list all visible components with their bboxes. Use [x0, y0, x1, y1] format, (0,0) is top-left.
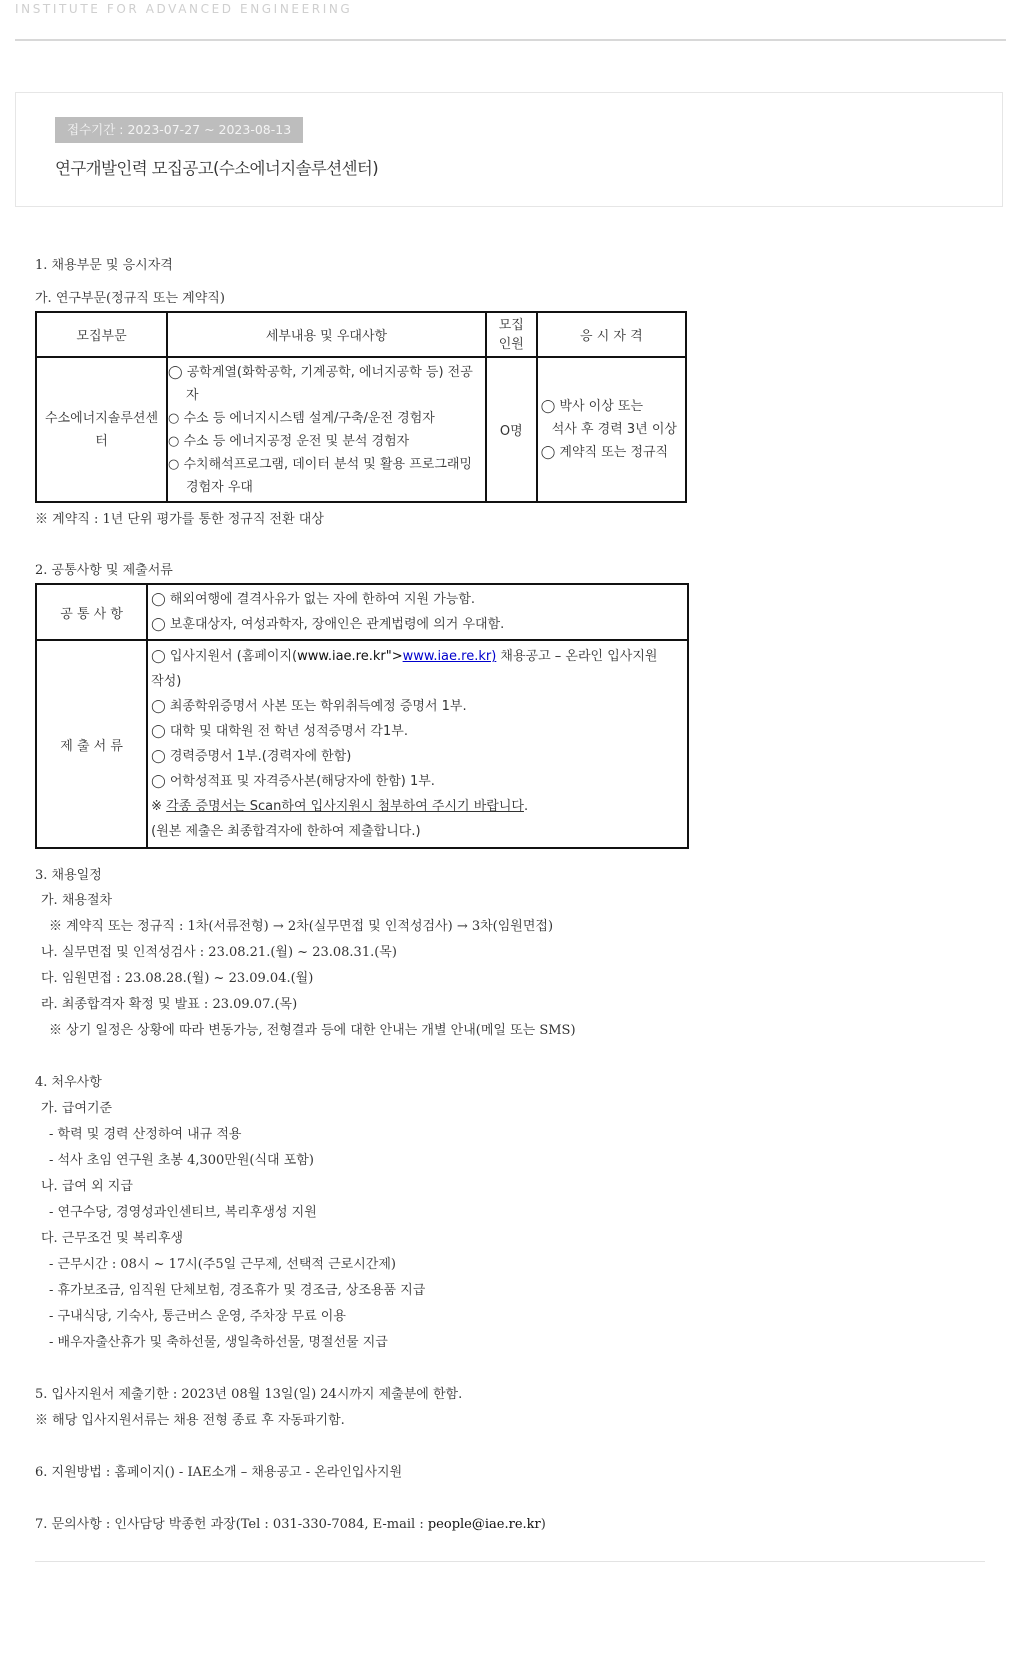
docs-scan-note-suffix: . [523, 799, 529, 814]
details-cell [167, 357, 486, 502]
docs-application-prefix: ◯ 입사지원서 (홈페이지( [151, 649, 298, 664]
section4-heading: 4. 처우사항 [35, 1075, 102, 1090]
benefit-line: - 석사 초임 연구원 초봉 4,300만원(식대 포함) [49, 1153, 314, 1168]
section1-subheading: 가. 연구부문(정규직 또는 계약직) [35, 291, 225, 306]
contact-prefix: 7. 문의사항 : 인사담당 박종헌 과장(Tel : 031-330-7084, E-mail : [35, 1517, 428, 1532]
benefit-line: - 근무시간 : 08시 ~ 17시(주5일 근무제, 선택적 근로시간제) [49, 1257, 396, 1272]
section5-heading: 5. 입사지원서 제출기한 : 2023년 08월 13일(일) 24시까지 제출분에 한함. [35, 1387, 463, 1402]
application-period-badge: 접수기간 : 2023-07-27 ~ 2023-08-13 [55, 117, 303, 143]
notice-title: 연구개발인력 모집공고(수소에너지솔루션센터) [55, 159, 379, 178]
benefit-line: - 연구수당, 경영성과인센티브, 복리후생성 지원 [49, 1205, 317, 1220]
qualification-item: ◯ 계약직 또는 정규직 [540, 445, 669, 460]
docs-items-cell [147, 640, 688, 848]
benefit-line: - 휴가보조금, 임직원 단체보험, 경조휴가 및 경조금, 상조용품 지급 [49, 1283, 426, 1298]
header-department: 모집부문 [36, 312, 167, 357]
common-item: ◯ 보훈대상자, 여성과학자, 장애인은 관계법령에 의거 우대함. [151, 617, 505, 632]
detail-item: 자 [186, 387, 199, 403]
detail-item: 경험자 우대 [186, 479, 253, 495]
detail-item: ○ 수소 등 에너지시스템 설계/구축/운전 경험자 [168, 410, 435, 426]
section2-heading: 2. 공통사항 및 제출서류 [35, 563, 173, 578]
contact-email[interactable]: people@iae.re.kr [427, 1517, 541, 1532]
section7-contact [35, 1513, 546, 1532]
benefit-line: 다. 근무조건 및 복리후생 [41, 1231, 184, 1246]
header-headcount: 모집 인원 [486, 312, 537, 357]
headcount-cell: O명 [486, 357, 537, 502]
section1-heading: 1. 채용부문 및 응시자격 [35, 258, 173, 273]
section1-note: ※ 계약직 : 1년 단위 평가를 통한 정규직 전환 대상 [35, 512, 324, 527]
docs-item-application [151, 644, 684, 669]
qualification-item: ◯ 박사 이상 또는 [540, 399, 643, 414]
schedule-line: 다. 임원면접 : 23.08.28.(월) ~ 23.09.04.(월) [41, 971, 314, 986]
docs-scan-note [151, 794, 684, 819]
docs-item-application-wrap: 작성) [151, 674, 182, 689]
contact-suffix: ) [540, 1517, 546, 1532]
docs-label: 제 출 서 류 [36, 640, 147, 848]
docs-item: ◯ 어학성적표 및 자격증사본(해당자에 한함) 1부. [151, 774, 435, 789]
schedule-line: ※ 상기 일정은 상황에 따라 변동가능, 전형결과 등에 대한 안내는 개별 안내(메일 또는 SMS) [49, 1023, 576, 1038]
docs-application-suffix: 채용공고 – 온라인 입사지원 [496, 649, 658, 664]
department-cell: 수소에너지솔루션센터 [36, 357, 167, 502]
docs-original-note: (원본 제출은 최종합격자에 한하여 제출합니다.) [151, 824, 421, 839]
schedule-line: ※ 계약직 또는 정규직 : 1차(서류전형) → 2차(실무면접 및 인적성검사) → 3차(임원면접) [49, 919, 554, 934]
benefit-line: 나. 급여 외 지급 [41, 1179, 133, 1194]
institute-brand: INSTITUTE FOR ADVANCED ENGINEERING [15, 2, 353, 16]
section3-heading: 3. 채용일정 [35, 868, 102, 883]
qualifications-cell [537, 357, 686, 502]
schedule-line: 라. 최종합격자 확정 및 발표 : 23.09.07.(목) [41, 997, 298, 1012]
docs-item: ◯ 경력증명서 1부.(경력자에 한함) [151, 749, 352, 764]
benefit-line: - 배우자출산휴가 및 축하선물, 생일축하선물, 명절선물 지급 [49, 1335, 388, 1350]
common-requirements-table [35, 583, 689, 849]
common-item: ◯ 해외여행에 결격사유가 없는 자에 한하여 지원 가능함. [151, 592, 476, 607]
header-qualifications: 응 시 자 격 [537, 312, 686, 357]
recruitment-table [35, 311, 687, 503]
docs-scan-note-prefix: ※ [151, 799, 167, 814]
section5-note: ※ 해당 입사지원서류는 채용 전형 종료 후 자동파기함. [35, 1413, 345, 1428]
header-divider [15, 39, 1006, 41]
homepage-link[interactable]: www.iae.re.kr) [402, 649, 497, 664]
benefit-line: - 구내식당, 기숙사, 통근버스 운영, 주차장 무료 이용 [49, 1309, 346, 1324]
header-details: 세부내용 및 우대사항 [167, 312, 486, 357]
benefit-line: - 학력 및 경력 산정하여 내규 적용 [49, 1127, 242, 1142]
notice-header-card [15, 92, 1003, 207]
docs-item: ◯ 대학 및 대학원 전 학년 성적증명서 각1부. [151, 724, 408, 739]
detail-item: ○ 수소 등 에너지공정 운전 및 분석 경험자 [168, 433, 410, 449]
detail-item: ◯ 공학계열(화학공학, 기계공학, 에너지공학 등) 전공 [168, 364, 473, 380]
schedule-line: 나. 실무면접 및 인적성검사 : 23.08.21.(월) ~ 23.08.31.(목) [41, 945, 397, 960]
detail-item: ○ 수치해석프로그램, 데이터 분석 및 활용 프로그래밍 [168, 456, 473, 472]
common-items-cell [147, 584, 688, 640]
qualification-item: 석사 후 경력 3년 이상 [551, 422, 677, 437]
docs-item: ◯ 최종학위증명서 사본 또는 학위취득예정 증명서 1부. [151, 699, 467, 714]
section6-apply-method: 6. 지원방법 : 홈페이지() - IAE소개 – 채용공고 - 온라인입사지원 [35, 1465, 403, 1480]
footer-divider [35, 1561, 985, 1562]
benefit-line: 가. 급여기준 [41, 1101, 113, 1116]
common-label: 공 통 사 항 [36, 584, 147, 640]
schedule-line: 가. 채용절차 [41, 893, 113, 908]
docs-application-raw-url: www.iae.re.kr"> [297, 649, 403, 664]
docs-scan-note-text: 각종 증명서는 Scan하여 입사지원시 첨부하여 주시기 바랍니다 [166, 799, 524, 814]
